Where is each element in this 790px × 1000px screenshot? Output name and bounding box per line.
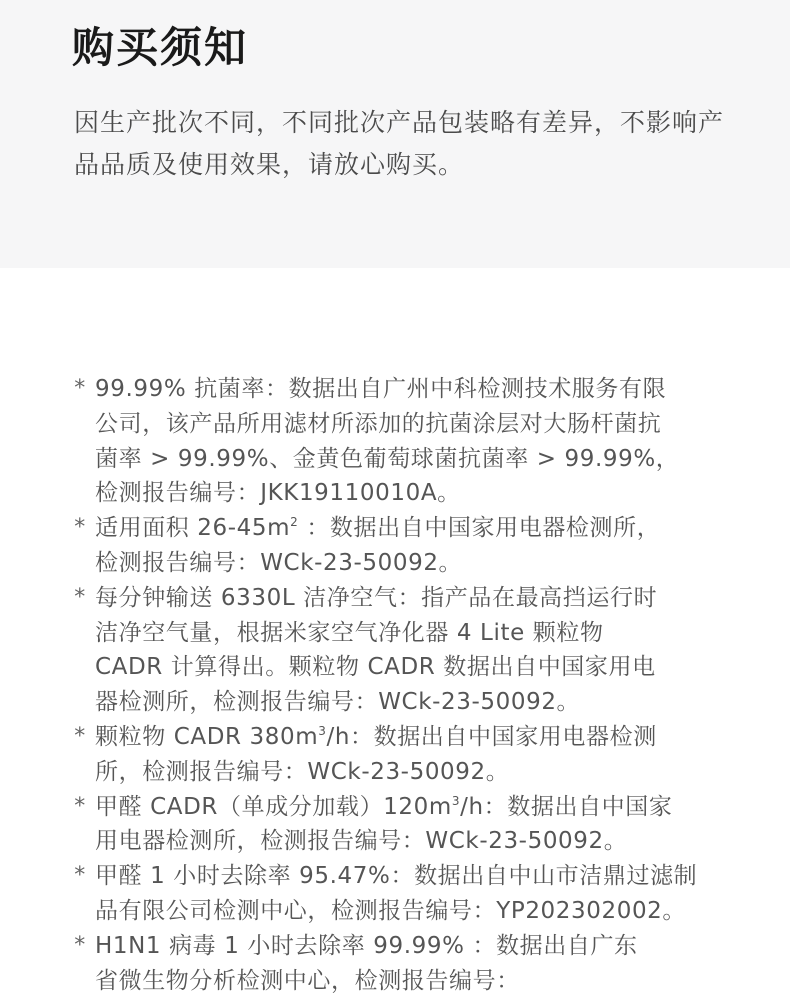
superscript: 3 (318, 723, 327, 738)
note-line: 省微生物分析检测中心，检测报告编号： (95, 967, 520, 994)
asterisk-icon: * (74, 793, 86, 819)
note-text: 甲醛 CADR（单成分加载）120m (95, 793, 452, 820)
footnote-formaldehyde-removal (0, 859, 790, 929)
asterisk-icon: * (74, 723, 86, 749)
asterisk-icon: * (74, 515, 86, 541)
note-text: 颗粒物 CADR 380m (95, 723, 319, 750)
footnote-h1n1-removal (0, 929, 790, 999)
note-line: 菌率 > 99.99%、金黄色葡萄球菌抗菌率 > 99.99%， (95, 445, 680, 472)
note-line: 甲醛 1 小时去除率 95.47%：数据出自中山市洁鼎过滤制 (95, 863, 698, 890)
note-line: 用电器检测所，检测报告编号：WCk-23-50092。 (95, 828, 628, 855)
footnote-clean-air-delivery (0, 581, 790, 720)
note-line: 洁净空气量，根据米家空气净化器 4 Lite 颗粒物 (95, 619, 604, 646)
note-text: /h：数据出自中国家用电器检测 (326, 723, 657, 750)
footnote-applicable-area (0, 511, 790, 581)
note-line: 所，检测报告编号：WCk-23-50092。 (95, 758, 510, 785)
note-line: 公司，该产品所用滤材所添加的抗菌涂层对大肠杆菌抗 (95, 410, 662, 437)
note-line: CADR 计算得出。颗粒物 CADR 数据出自中国家用电 (95, 654, 656, 681)
asterisk-icon: * (74, 584, 86, 610)
note-line: 品有限公司检测中心，检测报告编号：YP202302002。 (95, 897, 687, 924)
asterisk-icon: * (74, 932, 86, 958)
footnotes-list (0, 372, 790, 998)
superscript: 2 (290, 515, 299, 530)
note-line: 99.99% 抗菌率：数据出自广州中科检测技术服务有限 (95, 376, 667, 402)
footnote-particle-cadr (0, 720, 790, 790)
superscript: 3 (451, 793, 461, 808)
note-line: 检测报告编号：WCk-23-50092。 (95, 549, 463, 576)
note-line: 检测报告编号：JKK19110010A。 (95, 480, 461, 507)
notice-title: 购买须知 (72, 23, 249, 72)
purchase-notice-panel (0, 0, 790, 268)
note-text: /h：数据出自中国家 (460, 793, 673, 820)
note-text: 适用面积 26-45m (95, 515, 291, 542)
note-text: ：数据出自中国家用电器检测所， (298, 515, 661, 542)
footnote-formaldehyde-cadr (0, 790, 790, 860)
notice-body: 因生产批次不同，不同批次产品包装略有差异，不影响产品品质及使用效果，请放心购买。 (74, 108, 725, 179)
note-line: 器检测所，检测报告编号：WCk-23-50092。 (95, 689, 581, 716)
footnote-antibacterial (0, 372, 790, 511)
note-line: H1N1 病毒 1 小时去除率 99.99% ：数据出自广东 (95, 932, 638, 959)
asterisk-icon: * (74, 376, 86, 401)
asterisk-icon: * (74, 863, 86, 889)
note-line: 每分钟输送 6330L 洁净空气：指产品在最高挡运行时 (95, 584, 658, 611)
